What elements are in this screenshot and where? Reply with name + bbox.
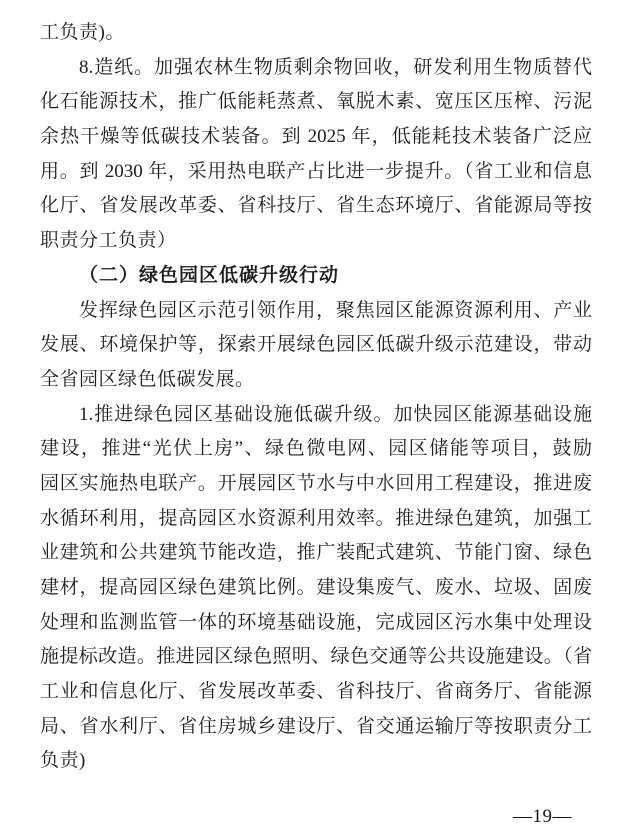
page-number: —19— [513, 806, 572, 827]
text-line: 发展、环境保护等，探索开展绿色园区低碳升级示范建设，带动 [40, 334, 592, 356]
text-line: 业建筑和公共建筑节能改造，推广装配式建筑、节能门窗、绿色 [40, 542, 592, 564]
text-line: 化厅、省发展改革委、省科技厅、省生态环境厅、省能源局等按 [40, 195, 592, 217]
section-heading: （二）绿色园区低碳升级行动 [79, 264, 340, 286]
text-line: 建设，推进“光伏上房”、绿色微电网、园区储能等项目，鼓励 [40, 438, 592, 460]
text-line: 园区实施热电联产。开展园区节水与中水回用工程建设，推进废 [40, 472, 592, 494]
text-line: 8.造纸。加强农林生物质剩余物回收，研发利用生物质替代 [79, 56, 592, 78]
text-line: 施提标改造。推进园区绿色照明、绿色交通等公共设施建设。（省 [40, 646, 592, 668]
text-line: 1.推进绿色园区基础设施低碳升级。加快园区能源基础设施 [79, 403, 592, 425]
text-line: 发挥绿色园区示范引领作用，聚焦园区能源资源利用、产业 [79, 299, 592, 321]
text-line: 建材，提高园区绿色建筑比例。建设集废气、废水、垃圾、固废 [40, 577, 592, 598]
document-body [40, 16, 592, 779]
text-line: 用。到 2030 年，采用热电联产占比进一步提升。（省工业和信息 [40, 160, 592, 182]
text-line: 局、省水利厅、省住房城乡建设厅、省交通运输厅等按职责分工 [40, 715, 592, 737]
text-line: 全省园区绿色低碳发展。 [40, 368, 255, 390]
text-line: 化石能源技术，推广低能耗蒸煮、氧脱木素、宽压区压榨、污泥 [40, 91, 592, 113]
text-line: 水循环利用，提高园区水资源利用效率。推进绿色建筑，加强工 [40, 507, 592, 529]
text-line: 工业和信息化厅、省发展改革委、省科技厅、省商务厅、省能源 [40, 681, 592, 703]
text-line: 工负责)。 [40, 22, 125, 43]
text-line: 负责) [40, 750, 86, 772]
text-line: 职责分工负责） [40, 230, 177, 252]
text-line: 余热干燥等低碳技术装备。到 2025 年，低能耗技术装备广泛应 [40, 126, 592, 148]
text-line: 处理和监测监管一体的环境基础设施，完成园区污水集中处理设 [40, 611, 592, 633]
